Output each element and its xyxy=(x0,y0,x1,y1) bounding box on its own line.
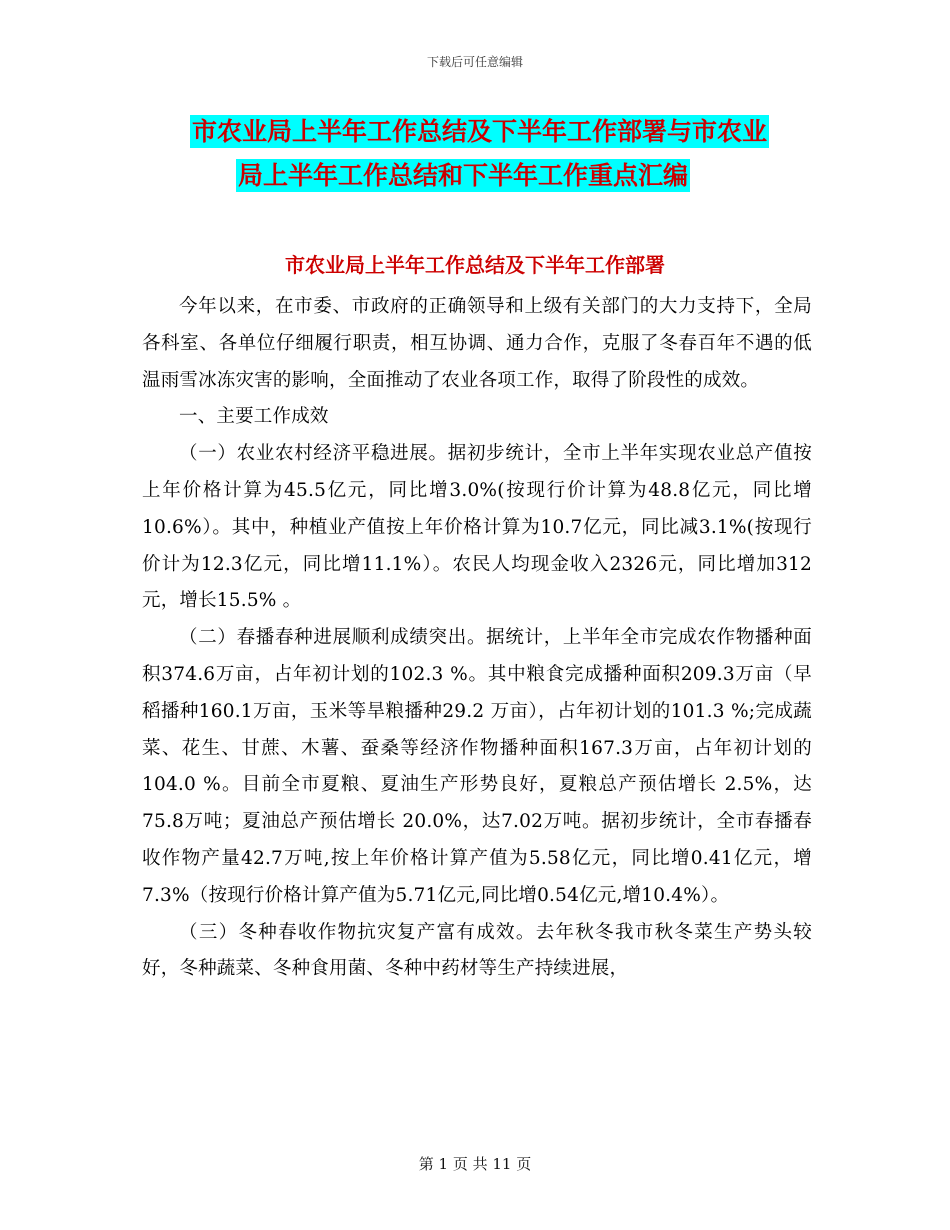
paragraph-intro: 今年以来，在市委、市政府的正确领导和上级有关部门的大力支持下，全局各科室、各单位仔细履行职责，相互协调、通力合作，克服了冬春百年不遇的低温雨雪冰冻灾害的影响，全面推动了农业各项工作，取得了阶段性的成效。 xyxy=(142,296,812,391)
paragraph-heading-main-results: 一、主要工作成效 xyxy=(179,406,329,428)
paragraph-item-1: （一）农业农村经济平稳进展。据初步统计，全市上半年实现农业总产值按上年价格计算为45.5亿元，同比增3.0%(按现行价计算为48.8亿元，同比增10.6%）。其中，种植业产值按上年价格计算为10.7亿元，同比减3.1%(按现行价计为12.3亿元，同比增11.1%）。农民人均现金收入2326元，同比增加312元，增长15.5% 。 xyxy=(142,443,812,612)
document-title-line-1: 市农业局上半年工作总结及下半年工作部署与市农业 xyxy=(192,117,768,146)
section-title: 市农业局上半年工作总结及下半年工作部署 xyxy=(285,253,665,277)
paragraph-item-2: （二）春播春种进展顺利成绩突出。据统计，上半年全市完成农作物播种面积374.6万亩，占年初计划的102.3 %。其中粮食完成播种面积209.3万亩（早稻播种160.1万亩，玉米等旱粮播种29.2 万亩），占年初计划的101.3 %;完成蔬菜、花生、甘蔗、木薯、蚕桑等经济作物播种面积167.3万亩，占年初计划的104.0 %。目前全市夏粮、夏油生产形势良好，夏粮总产预估增长 2.5%，达75.8万吨；夏油总产预估增长 20.0%，达7.02万吨。据初步统计，全市春播春收作物产量42.7万吨,按上年价格计算产值为5.58亿元，同比增0.41亿元，增7.3%（按现行价格计算产值为5.71亿元,同比增0.54亿元,增10.4%）。 xyxy=(142,627,812,906)
page-footer: 第 1 页 共 11 页 xyxy=(418,1155,532,1173)
page-header-note: 下载后可任意编辑 xyxy=(426,55,523,69)
document-title-line-2: 局上半年工作总结和下半年工作重点汇编 xyxy=(238,161,689,190)
document-title xyxy=(190,110,810,198)
document-body xyxy=(142,289,812,988)
paragraph-item-3: （三）冬种春收作物抗灾复产富有成效。去年秋冬我市秋冬菜生产势头较好，冬种蔬菜、冬种食用菌、冬种中药材等生产持续进展， xyxy=(142,921,812,980)
